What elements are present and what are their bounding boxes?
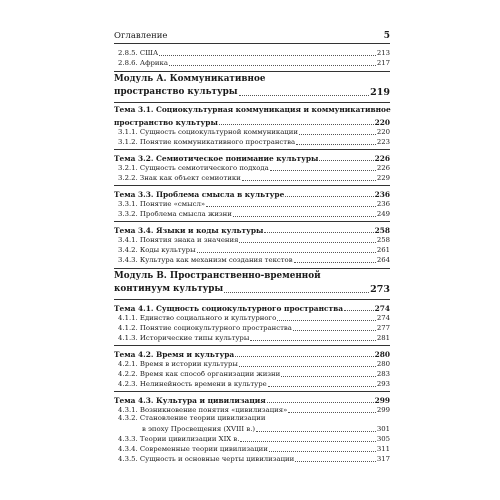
entry-title: 4.3.5. Сущность и основные черты цивилизации [118, 456, 295, 464]
toc-entry[interactable] [114, 369, 390, 379]
entry-page: 301 [376, 425, 390, 434]
topic-page: 220 [374, 117, 390, 127]
entry-title: 4.3.3. Теории цивилизации XIX в. [118, 436, 240, 444]
module-page: 273 [370, 283, 390, 295]
entry-page: 223 [376, 138, 390, 147]
topic-page: 226 [374, 153, 390, 163]
module-title-line1: Модуль А. Коммуникативное [114, 74, 266, 84]
module-entry[interactable] [114, 86, 390, 98]
toc-entry[interactable] [114, 209, 390, 219]
topic-title: Тема 4.2. Время и культура [114, 350, 235, 359]
entry-page: 277 [376, 324, 390, 333]
entry-page: 226 [376, 164, 390, 173]
dot-leader [224, 292, 369, 293]
entry-title: 4.1.1. Единство социального и культурного [118, 315, 277, 323]
entry-page: 281 [376, 334, 390, 343]
topic-title: Тема 4.3. Культура и цивилизация [114, 396, 266, 405]
dot-leader [239, 366, 376, 367]
header-title: Оглавление [114, 31, 168, 41]
entry-page: 280 [376, 360, 390, 369]
entry-title: 4.3.1. Возникновение понятия «цивилизация» [118, 407, 288, 415]
dot-leader [250, 340, 376, 341]
entry-page: 299 [376, 406, 390, 415]
dot-leader [269, 451, 376, 452]
entry-title: 3.4.2. Коды культуры [118, 247, 196, 255]
dot-leader [288, 412, 376, 413]
dot-leader [293, 330, 376, 331]
toc-entry[interactable] [114, 379, 390, 389]
dot-leader [159, 55, 376, 56]
module-title-line2: континуум культуры [114, 285, 224, 295]
dot-leader [219, 124, 374, 125]
toc-entry[interactable] [114, 58, 390, 68]
entry-title: 3.3.2. Проблема смысла жизни [118, 211, 232, 219]
dot-leader [277, 320, 376, 321]
toc-entry[interactable] [114, 48, 390, 58]
toc-entry[interactable] [114, 255, 390, 265]
entry-page: 317 [376, 455, 390, 464]
topic-title-line1: Тема 3.1. Социокультурная коммуникация и коммуникативное [114, 105, 391, 114]
toc-entry[interactable] [114, 173, 390, 183]
dot-leader [206, 206, 376, 207]
entry-title: 3.3.1. Понятие «смысл» [118, 201, 206, 209]
entry-title: 3.4.3. Культура как механизм создания текстов [118, 257, 293, 265]
dot-leader [296, 144, 376, 145]
entry-page: 261 [376, 246, 390, 255]
topic-entry[interactable] [114, 394, 390, 405]
topic-entry[interactable] [114, 224, 390, 235]
toc-entry[interactable] [114, 163, 390, 173]
dot-leader [344, 310, 374, 311]
entry-title: 3.1.1. Сущность социокультурной коммуникации [118, 129, 298, 137]
dot-leader [319, 160, 373, 161]
dot-leader [239, 95, 370, 96]
topic-title: Тема 4.1. Сущность социокультурного пространства [114, 304, 344, 313]
entry-page: 283 [376, 370, 390, 379]
topic-page: 280 [374, 349, 390, 359]
entry-title: 4.2.3. Нелинейность времени в культуре [118, 381, 267, 389]
entry-title: 3.4.1. Понятия знака и значения [118, 237, 239, 245]
topic-title: Тема 3.2. Семиотическое понимание культуры [114, 154, 319, 163]
toc-entry[interactable] [114, 199, 390, 209]
dot-leader [281, 376, 376, 377]
entry-page: 213 [376, 49, 390, 58]
running-header [114, 30, 390, 44]
dot-leader [235, 356, 373, 357]
topic-entry[interactable] [114, 348, 390, 359]
dot-leader [267, 402, 374, 403]
entry-page: 293 [376, 380, 390, 389]
topic-title-line2: пространство культуры [114, 118, 218, 127]
toc-entry[interactable] [114, 333, 390, 343]
dot-leader [239, 242, 375, 243]
toc-page [114, 30, 390, 464]
dot-leader [197, 252, 376, 253]
toc-entry[interactable] [114, 323, 390, 333]
entry-title: 4.1.3. Исторические типы культуры [118, 335, 250, 343]
entry-page: 249 [376, 210, 390, 219]
toc-entry[interactable] [114, 313, 390, 323]
entry-title-line1: 4.3.2. Становление теории цивилизации [118, 414, 266, 422]
dot-leader [233, 216, 376, 217]
dot-leader [295, 461, 376, 462]
toc-entry[interactable] [114, 359, 390, 369]
toc-entry-multiline[interactable] [114, 415, 390, 434]
entry-title: 4.2.2. Время как способ организации жизни [118, 371, 281, 379]
topic-entry[interactable] [114, 302, 390, 313]
entry-title: 4.1.2. Понятие социокультурного пространства [118, 325, 292, 333]
toc-entry[interactable] [114, 235, 390, 245]
module-entry[interactable] [114, 283, 390, 295]
entry-title: 3.2.2. Знак как объект семиотики [118, 175, 241, 183]
topic-page: 236 [374, 189, 390, 199]
entry-page: 217 [376, 59, 390, 68]
entry-title: 4.3.4. Современные теории цивилизации [118, 446, 268, 454]
entry-page: 311 [376, 445, 390, 454]
entry-page: 229 [376, 174, 390, 183]
module-page: 219 [370, 86, 390, 98]
entry-page: 220 [376, 128, 390, 137]
entry-page: 236 [376, 200, 390, 209]
entry-title: 2.8.5. США [118, 50, 159, 58]
topic-title: Тема 3.3. Проблема смысла в культуре [114, 190, 285, 199]
entry-page: 274 [376, 314, 390, 323]
entry-title: 2.8.6. Африка [118, 60, 168, 68]
toc-entry[interactable] [114, 444, 390, 454]
topic-page: 299 [374, 395, 390, 405]
dot-leader [294, 262, 376, 263]
entry-title-line2: в эпоху Просвещения (XVIII в.) [142, 426, 256, 434]
module-title-line1: Модуль В. Пространственно-временной [114, 271, 321, 281]
entry-title: 3.1.2. Понятие коммуникативного пространства [118, 139, 296, 147]
entry-page: 258 [376, 236, 390, 245]
page-number: 5 [383, 31, 390, 41]
dot-leader [169, 65, 376, 66]
dot-leader [285, 196, 373, 197]
topic-entry[interactable] [114, 188, 390, 199]
toc-entry[interactable] [114, 137, 390, 147]
toc-entry[interactable] [114, 454, 390, 464]
entry-page: 264 [376, 256, 390, 265]
topic-page: 274 [374, 303, 390, 313]
dot-leader [256, 431, 376, 432]
toc-entry[interactable] [114, 127, 390, 137]
entry-line2 [118, 424, 390, 434]
toc-entry[interactable] [114, 434, 390, 444]
dot-leader [299, 134, 376, 135]
dot-leader [270, 170, 376, 171]
topic-title: Тема 3.4. Языки и коды культуры [114, 226, 264, 235]
entry-title: 4.2.1. Время в истории культуры [118, 361, 238, 369]
topic-entry[interactable] [114, 116, 390, 127]
topic-entry[interactable] [114, 152, 390, 163]
module-title-line2: пространство культуры [114, 88, 238, 98]
dot-leader [242, 180, 376, 181]
topic-page: 258 [374, 225, 390, 235]
entry-title: 3.2.1. Сущность семиотического подхода [118, 165, 269, 173]
toc-entry[interactable] [114, 245, 390, 255]
dot-leader [264, 232, 373, 233]
dot-leader [268, 386, 376, 387]
dot-leader [240, 441, 375, 442]
entry-page: 305 [376, 435, 390, 444]
